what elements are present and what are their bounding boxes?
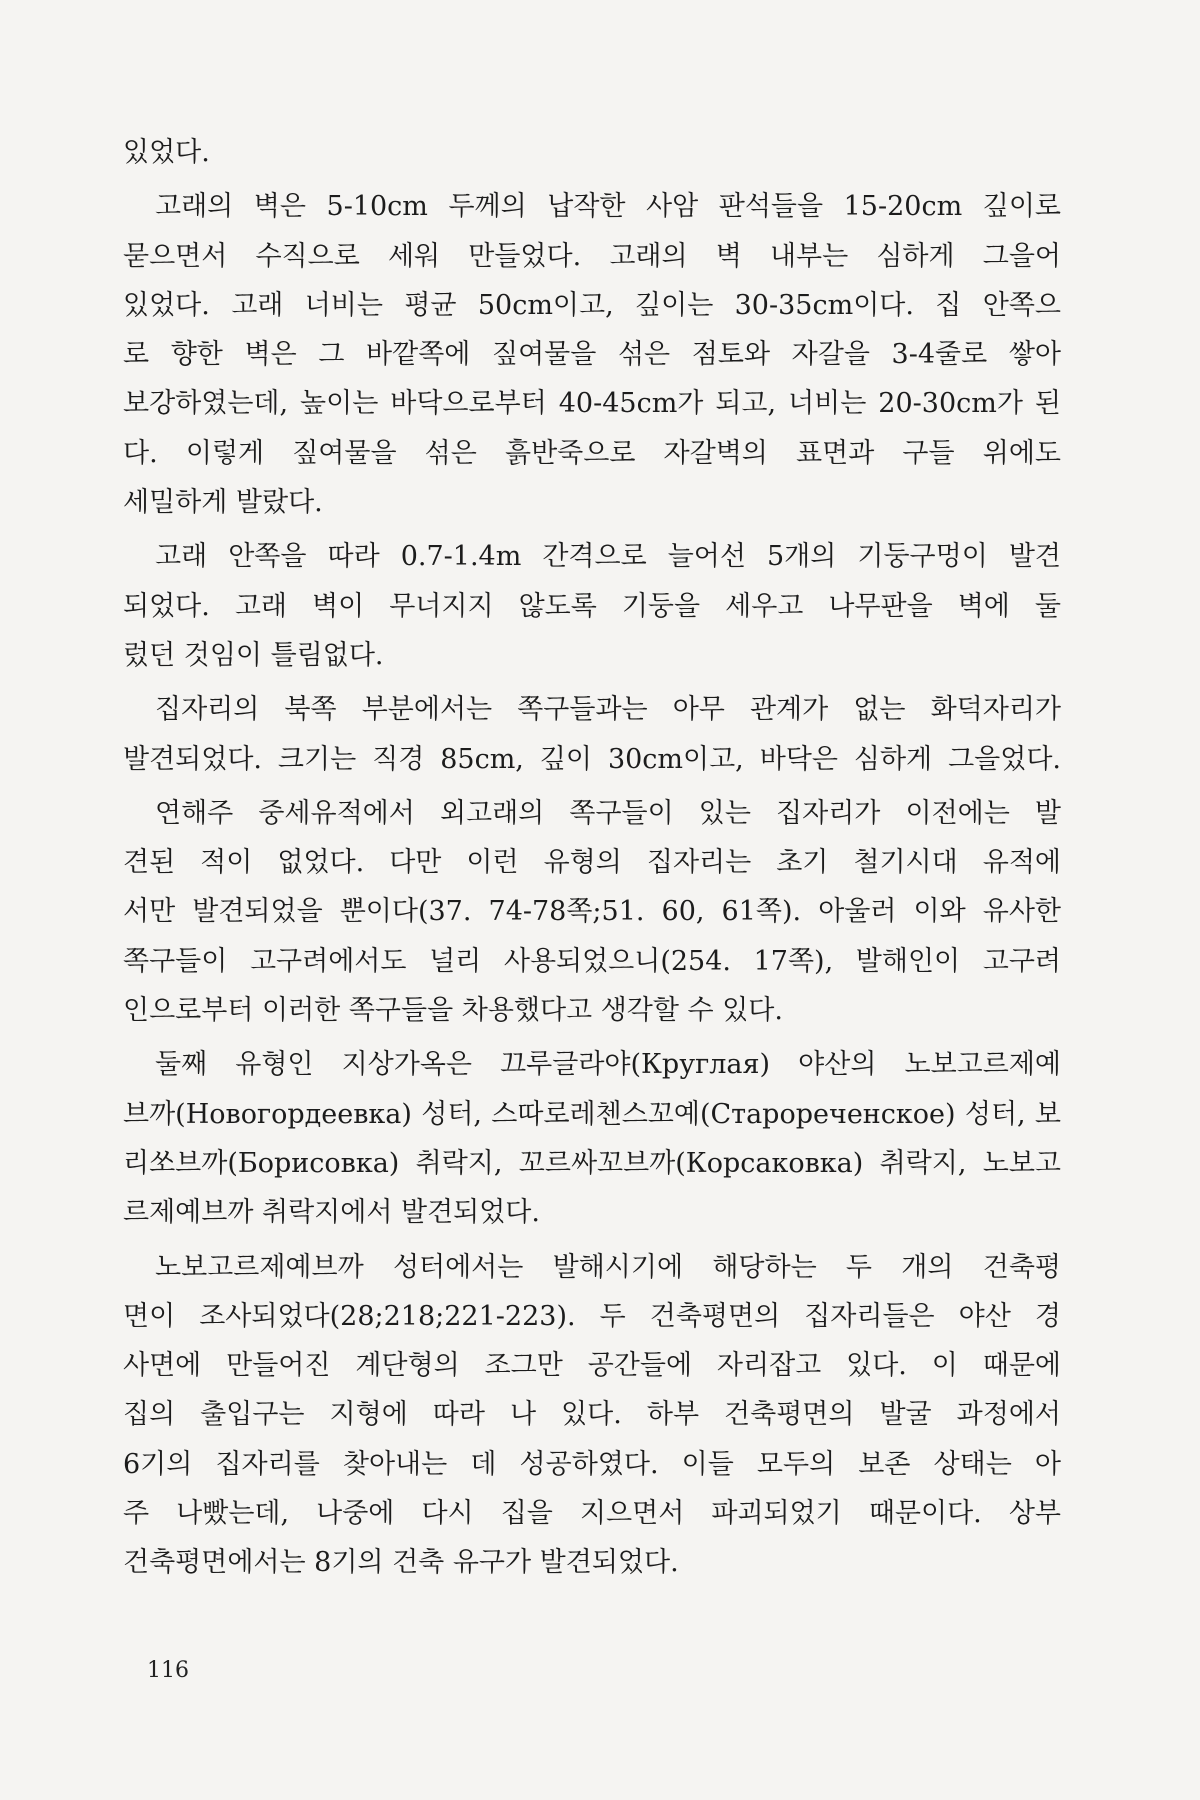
paragraph (123, 532, 1061, 680)
text-line: 세밀하게 발랐다. (123, 487, 323, 519)
text-line: 집자리의 북쪽 부분에서는 쪽구들과는 아무 관계가 없는 화덕자리가 (155, 694, 1061, 726)
paragraph (123, 685, 1061, 784)
paragraph (123, 128, 1061, 177)
text-line: 발견되었다. 크기는 직경 85cm, 깊이 30cm이고, 바닥은 심하게 그을었다. (123, 743, 1061, 775)
text-line: 보강하였는데, 높이는 바닥으로부터 40-45cm가 되고, 너비는 20-30cm가 된 (123, 388, 1061, 420)
paragraph (123, 182, 1061, 527)
text-line: 건축평면에서는 8기의 건축 유구가 발견되었다. (123, 1547, 679, 1579)
text-line: 브까(Новогордеевка) 성터, 스따로레첸스꼬예(Старореченское) 성터, 보 (123, 1098, 1061, 1130)
text-line: 있었다. 고래 너비는 평균 50cm이고, 깊이는 30-35cm이다. 집 안쪽으 (123, 289, 1061, 321)
text-line: 리쏘브까(Борисовка) 취락지, 꼬르싸꼬브까(Корсаковка) 취락지, 노보고 (123, 1147, 1061, 1179)
text-line: 되었다. 고래 벽이 무너지지 않도록 기둥을 세우고 나무판을 벽에 둘 (123, 590, 1061, 622)
text-line: 6기의 집자리를 찾아내는 데 성공하였다. 이들 모두의 보존 상태는 아 (123, 1448, 1061, 1480)
text-line: 인으로부터 이러한 쪽구들을 차용했다고 생각할 수 있다. (123, 995, 783, 1027)
text-line: 있었다. (123, 137, 210, 168)
text-line: 쪽구들이 고구려에서도 널리 사용되었으니(254. 17쪽), 발해인이 고구려 (123, 945, 1061, 977)
text-line: 고래의 벽은 5-10cm 두께의 납작한 사암 판석들을 15-20cm 깊이로 (155, 191, 1061, 223)
body-text (123, 128, 1061, 1588)
text-line: 둘째 유형인 지상가옥은 끄루글라야(Круглая) 야산의 노보고르제예 (155, 1049, 1061, 1081)
text-line: 로 향한 벽은 그 바깥쪽에 짚여물을 섞은 점토와 자갈을 3-4줄로 쌓아 (123, 339, 1061, 371)
paragraph (123, 1243, 1061, 1588)
text-line: 르제예브까 취락지에서 발견되었다. (123, 1197, 540, 1229)
text-line: 주 나빴는데, 나중에 다시 집을 지으면서 파괴되었기 때문이다. 상부 (123, 1498, 1061, 1530)
text-line: 서만 발견되었을 뿐이다(37. 74-78쪽;51. 60, 61쪽). 아울러 이와 유사한 (123, 896, 1061, 928)
text-line: 면이 조사되었다(28;218;221-223). 두 건축평면의 집자리들은 야산 경 (123, 1300, 1061, 1332)
paragraph (123, 1040, 1061, 1237)
text-line: 사면에 만들어진 계단형의 조그만 공간들에 자리잡고 있다. 이 때문에 (123, 1350, 1061, 1382)
text-line: 렀던 것임이 틀림없다. (123, 639, 384, 671)
paragraph (123, 789, 1061, 1035)
text-line: 노보고르제예브까 성터에서는 발해시기에 해당하는 두 개의 건축평 (155, 1251, 1061, 1283)
text-line: 집의 출입구는 지형에 따라 나 있다. 하부 건축평면의 발굴 과정에서 (123, 1399, 1061, 1431)
text-line: 고래 안쪽을 따라 0.7-1.4m 간격으로 늘어선 5개의 기둥구멍이 발견 (155, 541, 1061, 573)
text-line: 견된 적이 없었다. 다만 이런 유형의 집자리는 초기 철기시대 유적에 (123, 847, 1061, 879)
page-number: 116 (147, 1658, 189, 1683)
text-line: 연해주 중세유적에서 외고래의 쪽구들이 있는 집자리가 이전에는 발 (155, 797, 1061, 829)
text-line: 다. 이렇게 짚여물을 섞은 흙반죽으로 자갈벽의 표면과 구들 위에도 (123, 437, 1061, 469)
text-line: 묻으면서 수직으로 세워 만들었다. 고래의 벽 내부는 심하게 그을어 (123, 240, 1061, 272)
